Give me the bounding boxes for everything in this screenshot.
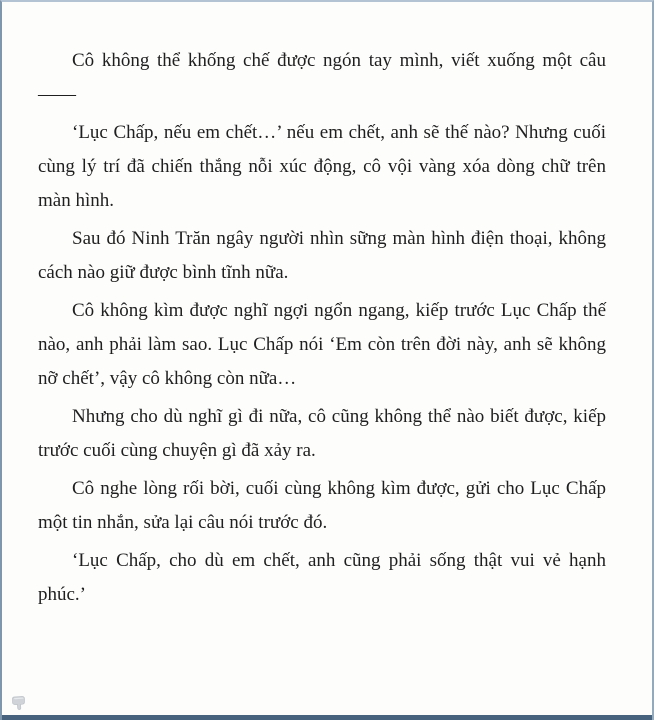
paragraph: Sau đó Ninh Trăn ngây người nhìn sững màn hình điện thoại, không cách nào giữ được bình tĩnh nữa. xyxy=(38,228,606,283)
bottom-window-edge xyxy=(2,715,652,720)
paragraph: Cô nghe lòng rối bời, cuối cùng không kìm được, gửi cho Lục Chấp một tin nhắn, sửa lại câu nói trước đó. xyxy=(38,478,606,533)
paragraph: ‘Lục Chấp, nếu em chết…’ nếu em chết, anh sẽ thế nào? Nhưng cuối cùng lý trí đã chiến thắng nỗi xúc động, cô vội vàng xóa dòng chữ trên màn hình. xyxy=(38,122,606,211)
paragraph: Nhưng cho dù nghĩ gì đi nữa, cô cũng không thể nào biết được, kiếp trước cuối cùng chuyện gì đã xảy ra. xyxy=(38,406,606,461)
paragraph: Cô không kìm được nghĩ ngợi ngổn ngang, kiếp trước Lục Chấp thế nào, anh phải làm sao. Lục Chấp nói ‘Em còn trên đời này, anh sẽ không nỡ chết’, vậy cô không còn nữa… xyxy=(38,300,606,389)
paragraph: ‘Lục Chấp, cho dù em chết, anh cũng phải sống thật vui vẻ hạnh phúc.’ xyxy=(38,550,606,605)
text-content xyxy=(2,2,652,612)
hand-cursor-icon xyxy=(10,695,28,712)
paragraph: Cô không thể khống chế được ngón tay mình, viết xuống một câu —— xyxy=(38,50,606,105)
